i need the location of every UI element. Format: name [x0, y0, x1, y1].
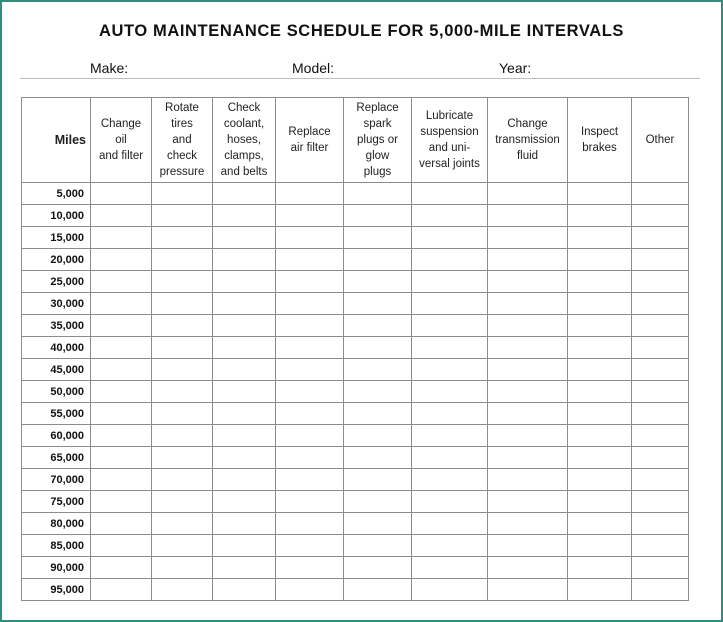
year-label: Year:	[499, 60, 532, 76]
table-row	[22, 205, 689, 227]
entry-cell[interactable]	[344, 579, 412, 601]
entry-cell[interactable]	[344, 271, 412, 293]
entry-cell[interactable]	[412, 249, 488, 271]
entry-cell[interactable]	[568, 491, 632, 513]
entry-cell[interactable]	[488, 491, 568, 513]
entry-cell[interactable]	[152, 535, 213, 557]
entry-cell[interactable]	[488, 293, 568, 315]
entry-cell[interactable]	[568, 315, 632, 337]
entry-cell[interactable]	[488, 469, 568, 491]
entry-cell[interactable]	[632, 579, 689, 601]
model-label: Model:	[292, 60, 335, 76]
column-header-line: and	[172, 134, 192, 146]
entry-cell[interactable]	[412, 469, 488, 491]
entry-cell[interactable]	[213, 425, 276, 447]
miles-cell: 85,000	[22, 535, 91, 557]
entry-cell[interactable]	[412, 403, 488, 425]
entry-cell[interactable]	[412, 227, 488, 249]
entry-cell[interactable]	[568, 271, 632, 293]
entry-cell[interactable]	[152, 557, 213, 579]
entry-cell[interactable]	[276, 315, 344, 337]
entry-cell[interactable]	[91, 227, 152, 249]
column-header-1	[91, 98, 152, 183]
entry-cell[interactable]	[213, 469, 276, 491]
column-header-line: clamps,	[224, 150, 264, 162]
entry-cell[interactable]	[632, 513, 689, 535]
make-label: Make:	[90, 60, 129, 76]
entry-cell[interactable]	[276, 271, 344, 293]
entry-cell[interactable]	[213, 447, 276, 469]
entry-cell[interactable]	[568, 425, 632, 447]
column-header-line: versal joints	[419, 158, 480, 170]
entry-cell[interactable]	[213, 381, 276, 403]
column-header-7	[488, 98, 568, 183]
entry-cell[interactable]	[91, 381, 152, 403]
entry-cell[interactable]	[632, 183, 689, 205]
table-row	[22, 293, 689, 315]
miles-cell: 80,000	[22, 513, 91, 535]
entry-cell[interactable]	[344, 491, 412, 513]
table-row	[22, 535, 689, 557]
entry-cell[interactable]	[276, 227, 344, 249]
entry-cell[interactable]	[213, 535, 276, 557]
entry-cell[interactable]	[632, 337, 689, 359]
table-row	[22, 425, 689, 447]
miles-cell: 5,000	[22, 183, 91, 205]
entry-cell[interactable]	[412, 183, 488, 205]
entry-cell[interactable]	[632, 403, 689, 425]
entry-cell[interactable]	[152, 337, 213, 359]
entry-cell[interactable]	[412, 381, 488, 403]
miles-cell: 45,000	[22, 359, 91, 381]
entry-cell[interactable]	[213, 205, 276, 227]
entry-cell[interactable]	[91, 271, 152, 293]
entry-cell[interactable]	[488, 315, 568, 337]
table-row	[22, 513, 689, 535]
miles-cell: 50,000	[22, 381, 91, 403]
entry-cell[interactable]	[91, 557, 152, 579]
entry-cell[interactable]	[568, 447, 632, 469]
entry-cell[interactable]	[488, 557, 568, 579]
entry-cell[interactable]	[488, 403, 568, 425]
entry-cell[interactable]	[568, 381, 632, 403]
entry-cell[interactable]	[276, 293, 344, 315]
entry-cell[interactable]	[412, 425, 488, 447]
entry-cell[interactable]	[276, 513, 344, 535]
entry-cell[interactable]	[344, 315, 412, 337]
entry-cell[interactable]	[632, 293, 689, 315]
entry-cell[interactable]	[344, 337, 412, 359]
entry-cell[interactable]	[488, 227, 568, 249]
entry-cell[interactable]	[568, 227, 632, 249]
entry-cell[interactable]	[91, 513, 152, 535]
entry-cell[interactable]	[152, 469, 213, 491]
entry-cell[interactable]	[632, 205, 689, 227]
entry-cell[interactable]	[152, 425, 213, 447]
entry-cell[interactable]	[632, 535, 689, 557]
entry-cell[interactable]	[344, 403, 412, 425]
entry-cell[interactable]	[213, 271, 276, 293]
entry-cell[interactable]	[568, 513, 632, 535]
table-row	[22, 315, 689, 337]
entry-cell[interactable]	[152, 579, 213, 601]
entry-cell[interactable]	[213, 403, 276, 425]
column-header-line: Replace	[288, 126, 331, 138]
table-row	[22, 469, 689, 491]
entry-cell[interactable]	[412, 293, 488, 315]
entry-cell[interactable]	[632, 315, 689, 337]
entry-cell[interactable]	[276, 205, 344, 227]
entry-cell[interactable]	[91, 491, 152, 513]
column-header-line: fluid	[516, 150, 539, 162]
entry-cell[interactable]	[488, 447, 568, 469]
column-header-line: plugs	[363, 166, 392, 178]
column-header-line: transmission	[495, 134, 560, 146]
entry-cell[interactable]	[488, 183, 568, 205]
column-header-line: Replace	[356, 102, 399, 114]
column-header-4	[276, 98, 344, 183]
entry-cell[interactable]	[344, 249, 412, 271]
table-row	[22, 381, 689, 403]
entry-cell[interactable]	[344, 447, 412, 469]
entry-cell[interactable]	[91, 425, 152, 447]
entry-cell[interactable]	[632, 249, 689, 271]
entry-cell[interactable]	[276, 249, 344, 271]
table-row	[22, 403, 689, 425]
column-header-3	[213, 98, 276, 183]
miles-cell: 35,000	[22, 315, 91, 337]
entry-cell[interactable]	[91, 293, 152, 315]
miles-cell: 10,000	[22, 205, 91, 227]
column-header-line: pressure	[159, 166, 205, 178]
column-header-line: hoses,	[227, 134, 261, 146]
entry-cell[interactable]	[568, 579, 632, 601]
table-row	[22, 491, 689, 513]
entry-cell[interactable]	[213, 359, 276, 381]
column-header-line: brakes	[582, 142, 617, 154]
entry-cell[interactable]	[344, 381, 412, 403]
entry-cell[interactable]	[632, 359, 689, 381]
entry-cell[interactable]	[91, 403, 152, 425]
column-header-line: Check	[227, 102, 261, 114]
entry-cell[interactable]	[91, 359, 152, 381]
entry-cell[interactable]	[276, 425, 344, 447]
entry-cell[interactable]	[412, 315, 488, 337]
entry-cell[interactable]	[152, 403, 213, 425]
entry-cell[interactable]	[488, 359, 568, 381]
column-header-line: air filter	[290, 142, 329, 154]
entry-cell[interactable]	[152, 293, 213, 315]
entry-cell[interactable]	[344, 293, 412, 315]
table-row	[22, 249, 689, 271]
entry-cell[interactable]	[412, 513, 488, 535]
entry-cell[interactable]	[632, 557, 689, 579]
entry-cell[interactable]	[488, 271, 568, 293]
table-row	[22, 447, 689, 469]
entry-cell[interactable]	[488, 579, 568, 601]
column-header-line: suspension	[420, 126, 479, 138]
entry-cell[interactable]	[276, 579, 344, 601]
entry-cell[interactable]	[344, 557, 412, 579]
entry-cell[interactable]	[488, 513, 568, 535]
entry-cell[interactable]	[276, 469, 344, 491]
entry-cell[interactable]	[213, 579, 276, 601]
entry-cell[interactable]	[344, 227, 412, 249]
entry-cell[interactable]	[568, 557, 632, 579]
miles-cell: 15,000	[22, 227, 91, 249]
entry-cell[interactable]	[632, 381, 689, 403]
table-row	[22, 271, 689, 293]
column-header-line: and uni-	[428, 142, 471, 154]
entry-cell[interactable]	[344, 205, 412, 227]
entry-cell[interactable]	[276, 535, 344, 557]
entry-cell[interactable]	[213, 227, 276, 249]
entry-cell[interactable]	[213, 337, 276, 359]
entry-cell[interactable]	[568, 403, 632, 425]
entry-cell[interactable]	[91, 469, 152, 491]
entry-cell[interactable]	[632, 227, 689, 249]
entry-cell[interactable]	[152, 249, 213, 271]
miles-header: Miles	[22, 98, 91, 183]
entry-cell[interactable]	[152, 271, 213, 293]
entry-cell[interactable]	[276, 381, 344, 403]
entry-cell[interactable]	[488, 381, 568, 403]
entry-cell[interactable]	[152, 513, 213, 535]
entry-cell[interactable]	[488, 205, 568, 227]
entry-cell[interactable]	[276, 447, 344, 469]
entry-cell[interactable]	[568, 337, 632, 359]
entry-cell[interactable]	[412, 337, 488, 359]
column-header-5	[344, 98, 412, 183]
entry-cell[interactable]	[213, 315, 276, 337]
column-header-line: oil	[115, 134, 127, 146]
entry-cell[interactable]	[412, 447, 488, 469]
column-header-line: Change	[507, 118, 548, 130]
miles-cell: 70,000	[22, 469, 91, 491]
miles-cell: 40,000	[22, 337, 91, 359]
entry-cell[interactable]	[213, 183, 276, 205]
entry-cell[interactable]	[276, 359, 344, 381]
column-header-line: Lubricate	[425, 110, 474, 122]
entry-cell[interactable]	[412, 557, 488, 579]
entry-cell[interactable]	[152, 205, 213, 227]
column-header-8	[568, 98, 632, 183]
column-header-line: and belts	[220, 166, 268, 178]
entry-cell[interactable]	[213, 513, 276, 535]
entry-cell[interactable]	[344, 535, 412, 557]
miles-cell: 90,000	[22, 557, 91, 579]
entry-cell[interactable]	[568, 359, 632, 381]
column-header-2	[152, 98, 213, 183]
entry-cell[interactable]	[412, 535, 488, 557]
entry-cell[interactable]	[344, 469, 412, 491]
entry-cell[interactable]	[344, 513, 412, 535]
entry-cell[interactable]	[91, 447, 152, 469]
entry-cell[interactable]	[632, 425, 689, 447]
entry-cell[interactable]	[152, 315, 213, 337]
entry-cell[interactable]	[91, 315, 152, 337]
miles-cell: 25,000	[22, 271, 91, 293]
table-header-row	[22, 98, 689, 183]
entry-cell[interactable]	[568, 469, 632, 491]
table-row	[22, 557, 689, 579]
miles-cell: 75,000	[22, 491, 91, 513]
entry-cell[interactable]	[213, 293, 276, 315]
entry-cell[interactable]	[568, 249, 632, 271]
column-header-6	[412, 98, 488, 183]
entry-cell[interactable]	[276, 557, 344, 579]
entry-cell[interactable]	[344, 359, 412, 381]
entry-cell[interactable]	[152, 227, 213, 249]
entry-cell[interactable]	[488, 337, 568, 359]
maintenance-table	[21, 97, 689, 601]
entry-cell[interactable]	[276, 337, 344, 359]
entry-cell[interactable]	[213, 557, 276, 579]
column-header-line: spark	[363, 118, 392, 130]
column-header-line: plugs or	[357, 134, 398, 146]
table-row	[22, 579, 689, 601]
entry-cell[interactable]	[91, 183, 152, 205]
table-row	[22, 359, 689, 381]
column-header-line: Other	[645, 134, 675, 146]
entry-cell[interactable]	[152, 359, 213, 381]
entry-cell[interactable]	[91, 249, 152, 271]
miles-cell: 20,000	[22, 249, 91, 271]
entry-cell[interactable]	[632, 469, 689, 491]
entry-cell[interactable]	[276, 183, 344, 205]
table-row	[22, 337, 689, 359]
column-header-line: and filter	[98, 150, 144, 162]
miles-cell: 30,000	[22, 293, 91, 315]
table-row	[22, 183, 689, 205]
entry-cell[interactable]	[152, 447, 213, 469]
entry-cell[interactable]	[412, 205, 488, 227]
page-title: AUTO MAINTENANCE SCHEDULE FOR 5,000-MILE INTERVALS	[98, 22, 625, 40]
entry-cell[interactable]	[91, 337, 152, 359]
column-header-line: check	[166, 150, 198, 162]
entry-cell[interactable]	[412, 271, 488, 293]
column-header-line: tires	[171, 118, 193, 130]
column-header-line: Rotate	[165, 102, 199, 114]
table-body	[22, 183, 689, 601]
column-header-line: glow	[365, 150, 390, 162]
entry-cell[interactable]	[412, 491, 488, 513]
entry-cell[interactable]	[632, 271, 689, 293]
entry-cell[interactable]	[213, 249, 276, 271]
entry-cell[interactable]	[152, 183, 213, 205]
column-header-line: coolant,	[223, 118, 265, 130]
entry-cell[interactable]	[568, 535, 632, 557]
entry-cell[interactable]	[152, 381, 213, 403]
entry-cell[interactable]	[568, 293, 632, 315]
miles-cell: 65,000	[22, 447, 91, 469]
miles-cell: 55,000	[22, 403, 91, 425]
entry-cell[interactable]	[213, 491, 276, 513]
entry-cell[interactable]	[91, 579, 152, 601]
entry-cell[interactable]	[568, 205, 632, 227]
vehicle-info-line	[20, 58, 700, 79]
column-header-9	[632, 98, 689, 183]
entry-cell[interactable]	[344, 425, 412, 447]
table-row	[22, 227, 689, 249]
entry-cell[interactable]	[344, 183, 412, 205]
entry-cell[interactable]	[632, 491, 689, 513]
miles-cell: 60,000	[22, 425, 91, 447]
entry-cell[interactable]	[488, 535, 568, 557]
entry-cell[interactable]	[276, 403, 344, 425]
column-header-line: Inspect	[580, 126, 619, 138]
entry-cell[interactable]	[568, 183, 632, 205]
entry-cell[interactable]	[152, 491, 213, 513]
entry-cell[interactable]	[91, 205, 152, 227]
miles-cell: 95,000	[22, 579, 91, 601]
column-header-line: Change	[100, 118, 142, 130]
entry-cell[interactable]	[488, 249, 568, 271]
entry-cell[interactable]	[632, 447, 689, 469]
entry-cell[interactable]	[91, 535, 152, 557]
entry-cell[interactable]	[412, 579, 488, 601]
entry-cell[interactable]	[276, 491, 344, 513]
entry-cell[interactable]	[412, 359, 488, 381]
entry-cell[interactable]	[488, 425, 568, 447]
